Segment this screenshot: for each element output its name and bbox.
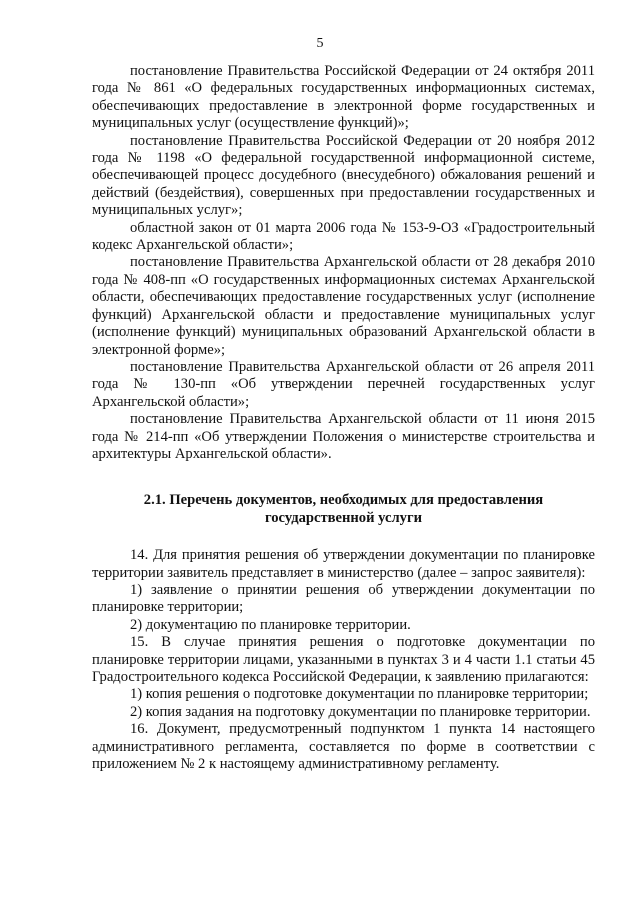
paragraph: 16. Документ, предусмотренный подпунктом 1 пункта 14 настоящего административного регламента, составляется по форме в соответствии с приложением № 2 к настоящему административному регламенту. [92, 721, 595, 773]
paragraph: постановление Правительства Российской Федерации от 24 октября 2011 года № 861 «О федеральных государственных информационных системах, обеспечивающих предоставление в электронной форме государственных и муниципальных услуг (осуществление функций)»; [92, 63, 595, 132]
paragraph: 2) документацию по планировке территории. [130, 616, 411, 633]
paragraph: постановление Правительства Российской Федерации от 20 ноября 2012 года № 1198 «О федеральной государственной информационной системе, обеспечивающей процесс досудебного (внесудебного) обжалования решений и действий (бездействия), совершенных при предоставлении государственных и муниципальных услуг»; [92, 132, 595, 219]
document-body [92, 63, 595, 773]
section-heading: 2.1. Перечень документов, необходимых для предоставления государственной услуги [143, 492, 544, 526]
documents-list [92, 547, 595, 773]
page-number: 5 [316, 36, 324, 51]
paragraph: 15. В случае принятия решения о подготовке документации по планировке территории лицами, указанными в пунктах 3 и 4 части 1.1 статьи 45 Градостроительного кодекса Российской Федерации, к заявлению прилагаются: [92, 634, 595, 685]
paragraph: постановление Правительства Архангельской области от 26 апреля 2011 года № 130-пп «Об утверждении перечней государственных услуг Архангельской области»; [92, 358, 595, 410]
paragraph: постановление Правительства Архангельской области от 11 июня 2015 года № 214-пп «Об утверждении Положения о министерстве строительства и архитектуры Архангельской области». [92, 411, 595, 462]
legal-basis-list [92, 63, 595, 463]
paragraph: постановление Правительства Архангельской области от 28 декабря 2010 года № 408-пп «О государственных информационных системах Архангельской области, обеспечивающих предоставление государственных услуг (исполнение функций) Архангельской области и предоставление муниципальных услуг (исполнение функций) муниципальных образований Архангельской области в электронной форме»; [92, 254, 595, 358]
paragraph: 1) копия решения о подготовке документации по планировке территории; [130, 686, 589, 703]
paragraph: 1) заявление о принятии решения об утверждении документации по планировке территории; [92, 581, 595, 616]
paragraph: областной закон от 01 марта 2006 года № 153-9-ОЗ «Градостроительный кодекс Архангельской области»; [92, 219, 595, 254]
paragraph: 2) копия задания на подготовку документации по планировке территории. [130, 703, 591, 720]
paragraph: 14. Для принятия решения об утверждении документации по планировке территории заявитель представляет в министерство (далее – запрос заявителя): [92, 547, 595, 581]
